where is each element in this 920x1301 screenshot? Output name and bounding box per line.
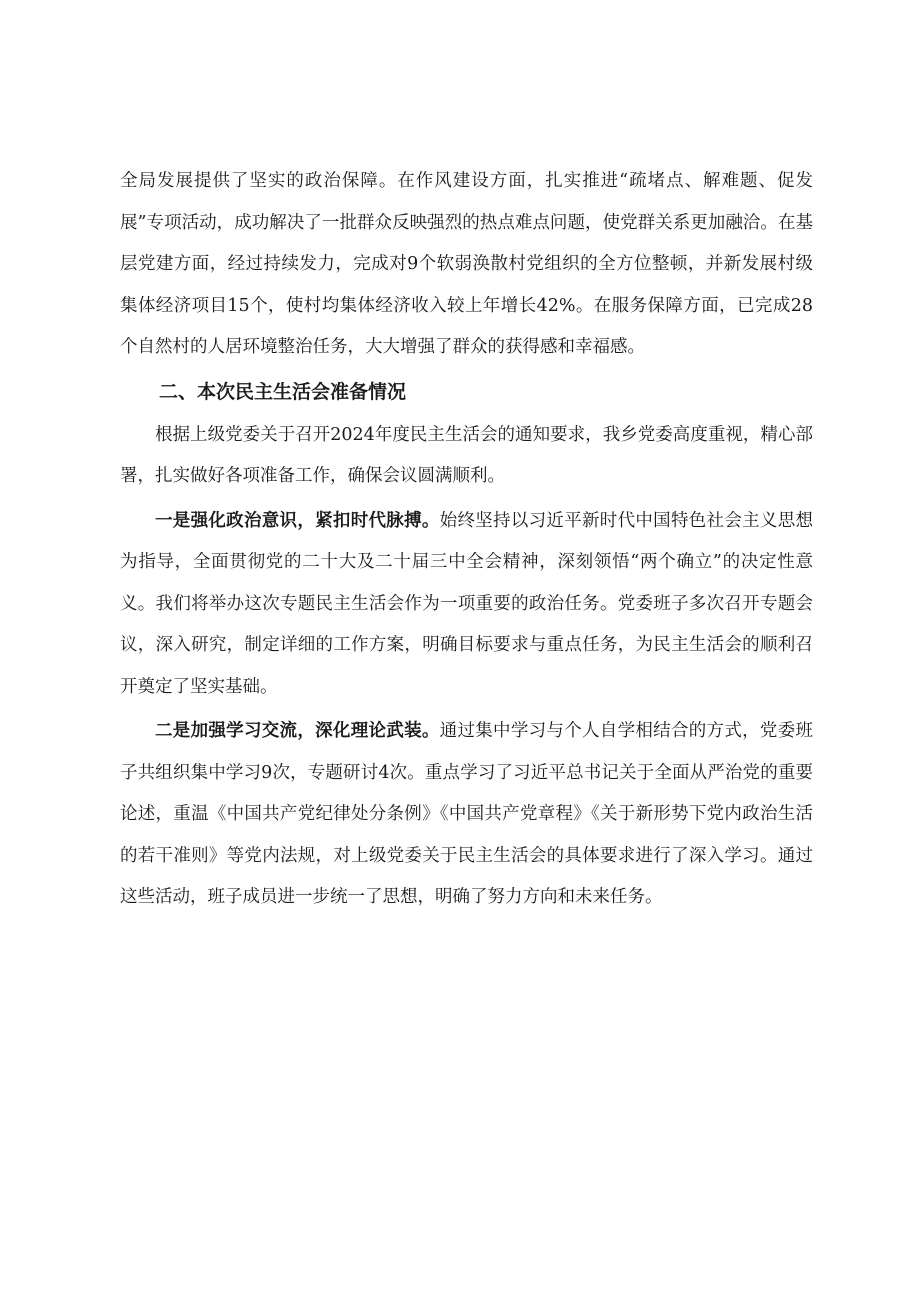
item1-lead: 一是强化政治意识，紧扣时代脉搏。	[155, 510, 440, 531]
intro-paragraph: 根据上级党委关于召开2024年度民主生活会的通知要求，我乡党委高度重视，精心部署，扎实做好各项准备工作，确保会议圆满顺利。	[120, 424, 813, 486]
document-body	[120, 161, 813, 919]
item2-body: 通过集中学习与个人自学相结合的方式，党委班子共组织集中学习9次，专题研讨4次。重点学习了习近平总书记关于全面从严治党的重要论述，重温《中国共产党纪律处分条例》《中国共产党章程》《关于新形势下党内政治生活的若干准则》等党内法规，对上级党委关于民主生活会的具体要求进行了深入学习。通过这些活动，班子成员进一步统一了思想，明确了努力方向和未来任务。	[120, 721, 814, 907]
item2-paragraph	[120, 711, 813, 919]
item1-body: 始终坚持以习近平新时代中国特色社会主义思想为指导，全面贯彻党的二十大及二十届三中全会精神，深刻领悟“两个确立”的决定性意义。我们将举办这次专题民主生活会作为一项重要的政治任务。党委班子多次召开专题会议，深入研究，制定详细的工作方案，明确目标要求与重点任务，为民主生活会的顺利召开奠定了坚实基础。	[120, 510, 814, 697]
item2-lead: 二是加强学习交流，深化理论武装。	[155, 721, 440, 741]
paragraph-continued: 全局发展提供了坚实的政治保障。在作风建设方面，扎实推进“疏堵点、解难题、促发展”专项活动，成功解决了一批群众反映强烈的热点难点问题，使党群关系更加融洽。在基层党建方面，经过持续发力，完成对9个软弱涣散村党组织的全方位整顿，并新发展村级集体经济项目15个，使村均集体经济收入较上年增长42%。在服务保障方面，已完成28个自然村的人居环境整治任务，大大增强了群众的获得感和幸福感。	[120, 171, 813, 357]
item1-paragraph	[120, 501, 813, 709]
section-heading: 二、本次民主生活会准备情况	[159, 380, 407, 403]
